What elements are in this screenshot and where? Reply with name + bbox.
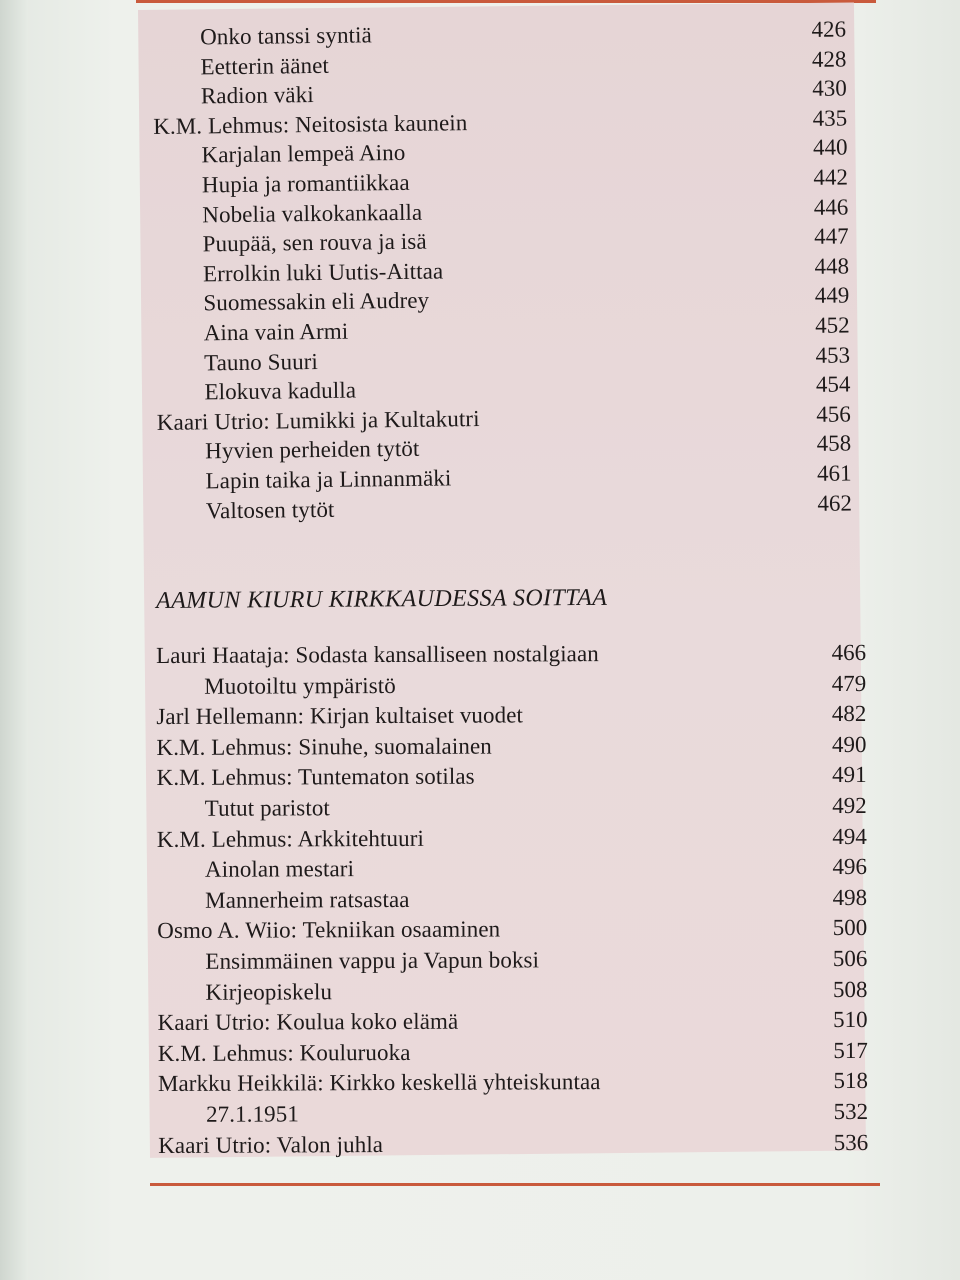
toc-entry-page-number: 491 bbox=[832, 762, 867, 788]
toc-subentry bbox=[157, 977, 867, 1011]
toc-entry-page-number: 490 bbox=[831, 731, 867, 757]
toc-entry-page-number: 454 bbox=[815, 371, 851, 398]
toc-entry-page-number: 500 bbox=[832, 915, 868, 941]
toc-entry-title: Radion väki bbox=[200, 82, 314, 109]
toc-entry-page-number: 517 bbox=[833, 1037, 868, 1063]
toc-entry-title: Puupää, sen rouva ja isä bbox=[202, 228, 427, 257]
page-gutter bbox=[0, 0, 28, 1280]
toc-entry-page-number: 510 bbox=[833, 1007, 868, 1033]
section-heading: AAMUN KIURU KIRKKAUDESSA SOITTAA bbox=[156, 584, 608, 614]
toc-entry-title: K.M. Lehmus: Kouluruoka bbox=[157, 1039, 411, 1066]
toc-entry-page-number: 448 bbox=[814, 253, 850, 279]
toc-entry-title: Lapin taika ja Linnanmäki bbox=[205, 465, 452, 494]
toc-entry-page-number: 428 bbox=[811, 46, 847, 72]
toc-entry bbox=[156, 733, 866, 767]
toc-entry bbox=[158, 1039, 868, 1073]
toc-entry-page-number: 508 bbox=[832, 976, 868, 1002]
toc-entry-page-number: 453 bbox=[815, 342, 851, 368]
toc-entry-title: K.M. Lehmus: Tuntematon sotilas bbox=[156, 763, 475, 791]
toc-entry-title: Kaari Utrio: Lumikki ja Kultakutri bbox=[156, 405, 480, 435]
toc-entry bbox=[156, 702, 866, 736]
toc-entry-page-number: 426 bbox=[811, 16, 847, 42]
toc-entry-page-number: 449 bbox=[814, 282, 850, 309]
toc-entry-title: Osmo A. Wiio: Tekniikan osaaminen bbox=[157, 916, 501, 944]
toc-entry-page-number: 506 bbox=[832, 945, 868, 971]
toc-entry-title: Kaari Utrio: Valon juhla bbox=[158, 1131, 384, 1158]
toc-entry-title: Tutut paristot bbox=[204, 795, 330, 821]
toc-entry-title: Suomessakin eli Audrey bbox=[203, 287, 430, 316]
toc-entry-title: Eetterin äänet bbox=[200, 52, 330, 80]
toc-entry-title: Kirjeopiskelu bbox=[205, 978, 333, 1005]
toc-entry-title: Karjalan lempeä Aino bbox=[201, 140, 406, 168]
toc-entry bbox=[156, 641, 866, 675]
toc-entry-title: Tauno Suuri bbox=[203, 348, 319, 375]
toc-entry-title: K.M. Lehmus: Arkkitehtuuri bbox=[156, 825, 424, 852]
toc-entry-page-number: 518 bbox=[833, 1068, 868, 1094]
toc-entry-title: Hyvien perheiden tytöt bbox=[205, 436, 420, 464]
toc-entry-title: Valtosen tytöt bbox=[205, 496, 335, 523]
toc-entry-page-number: 452 bbox=[815, 312, 850, 338]
toc-subentry bbox=[156, 671, 866, 705]
toc-entry bbox=[158, 1130, 868, 1164]
toc-entry-title: Mannerheim ratsastaa bbox=[205, 886, 410, 913]
toc-entry-title: Lauri Haataja: Sodasta kansalliseen nostalgiaan bbox=[155, 641, 599, 668]
toc-entry-page-number: 479 bbox=[831, 670, 867, 696]
toc-entry bbox=[157, 824, 867, 858]
toc-entry-page-number: 466 bbox=[831, 639, 867, 666]
toc-entry-page-number: 462 bbox=[817, 489, 853, 516]
toc-entry bbox=[157, 763, 867, 797]
toc-entry-title: K.M. Lehmus: Sinuhe, suomalainen bbox=[156, 733, 492, 760]
toc-entry-page-number: 494 bbox=[832, 823, 867, 849]
toc-entry-page-number: 447 bbox=[813, 223, 849, 250]
toc-entry-page-number: 536 bbox=[833, 1129, 869, 1155]
toc-entry-title: Jarl Hellemann: Kirjan kultaiset vuodet bbox=[156, 702, 524, 730]
toc-entry bbox=[157, 916, 867, 950]
toc-entry bbox=[158, 1008, 868, 1042]
toc-entry-title: Kaari Utrio: Koulua koko elämä bbox=[157, 1008, 459, 1036]
toc-entry bbox=[158, 1069, 868, 1103]
toc-entry-page-number: 446 bbox=[813, 194, 849, 220]
toc-entry-page-number: 435 bbox=[812, 105, 848, 131]
toc-subentry bbox=[158, 1100, 868, 1134]
toc-subentry bbox=[157, 855, 867, 889]
toc-entry-title: Muotoiltu ympäristö bbox=[204, 672, 396, 699]
toc-entry-title: Ensimmäinen vappu ja Vapun boksi bbox=[205, 947, 540, 974]
toc-entry-title: Hupia ja romantiikkaa bbox=[201, 169, 410, 198]
toc-entry-page-number: 456 bbox=[816, 401, 851, 427]
toc-entry-page-number: 492 bbox=[832, 792, 867, 819]
toc-list-top bbox=[152, 18, 852, 530]
toc-entry-title: Elokuva kadulla bbox=[204, 377, 357, 405]
toc-entry-page-number: 430 bbox=[812, 75, 847, 102]
toc-entry-title: Aina vain Armi bbox=[203, 318, 349, 346]
toc-entry-page-number: 442 bbox=[813, 164, 849, 190]
toc-entry-title: Nobelia valkokankaalla bbox=[202, 199, 423, 227]
bottom-red-rule bbox=[150, 1183, 880, 1186]
toc-entry-page-number: 498 bbox=[832, 884, 868, 910]
toc-subentry bbox=[157, 886, 867, 920]
toc-entry-title: 27.1.1951 bbox=[205, 1101, 300, 1127]
toc-entry-page-number: 482 bbox=[831, 701, 867, 727]
toc-entry-title: Ainolan mestari bbox=[204, 856, 355, 882]
toc-entry-title: Onko tanssi syntiä bbox=[199, 22, 373, 50]
toc-entry-page-number: 496 bbox=[832, 854, 868, 880]
toc-entry-page-number: 458 bbox=[816, 430, 852, 457]
toc-entry-title: Errolkin luki Uutis-Aittaa bbox=[202, 258, 444, 287]
toc-entry-title: Markku Heikkilä: Kirkko keskellä yhteiskuntaa bbox=[157, 1069, 601, 1097]
toc-subentry bbox=[157, 947, 867, 981]
toc-entry-title: K.M. Lehmus: Neitosista kaunein bbox=[153, 109, 468, 139]
toc-entry-page-number: 532 bbox=[833, 1098, 869, 1124]
toc-entry-page-number: 440 bbox=[812, 134, 848, 161]
toc-list-bottom bbox=[156, 641, 868, 1164]
toc-entry-page-number: 461 bbox=[816, 460, 852, 486]
toc-subentry bbox=[157, 794, 867, 828]
